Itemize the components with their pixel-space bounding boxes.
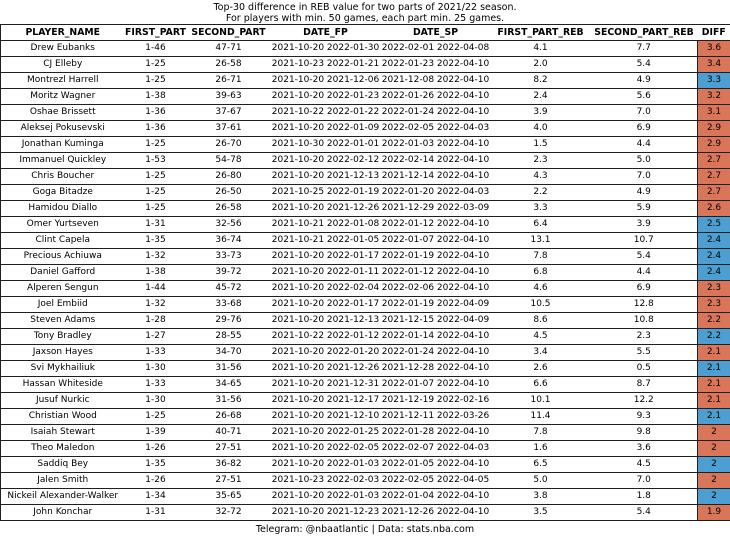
cell-second-part: 39-63 bbox=[187, 89, 271, 105]
cell-second-part-reb: 10.8 bbox=[591, 313, 698, 329]
column-header-second-part: SECOND_PART bbox=[187, 25, 271, 41]
cell-first-part: 1-35 bbox=[125, 457, 187, 473]
cell-date-fp: 2021-10-21 2022-01-05 bbox=[271, 233, 381, 249]
cell-second-part: 37-67 bbox=[187, 105, 271, 121]
cell-diff: 2.3 bbox=[698, 297, 730, 313]
cell-date-sp: 2021-12-29 2022-03-09 bbox=[381, 201, 491, 217]
cell-diff: 2 bbox=[698, 425, 730, 441]
cell-first-part: 1-28 bbox=[125, 313, 187, 329]
cell-date-sp: 2022-02-07 2022-04-03 bbox=[381, 441, 491, 457]
table-row bbox=[1, 137, 730, 153]
cell-date-fp: 2021-10-20 2021-12-23 bbox=[271, 505, 381, 521]
column-header-date-sp: DATE_SP bbox=[381, 25, 491, 41]
cell-date-fp: 2021-10-20 2022-01-17 bbox=[271, 249, 381, 265]
column-header-diff: DIFF bbox=[698, 25, 730, 41]
cell-player-name: Tony Bradley bbox=[1, 329, 125, 345]
cell-date-sp: 2022-01-05 2022-04-10 bbox=[381, 457, 491, 473]
cell-first-part-reb: 2.4 bbox=[491, 89, 591, 105]
cell-date-sp: 2022-01-07 2022-04-10 bbox=[381, 233, 491, 249]
table-row bbox=[1, 153, 730, 169]
cell-diff: 3.6 bbox=[698, 41, 730, 57]
cell-first-part-reb: 3.3 bbox=[491, 201, 591, 217]
cell-first-part: 1-25 bbox=[125, 185, 187, 201]
cell-first-part-reb: 7.8 bbox=[491, 249, 591, 265]
cell-second-part-reb: 12.8 bbox=[591, 297, 698, 313]
table-row bbox=[1, 441, 730, 457]
cell-second-part-reb: 4.5 bbox=[591, 457, 698, 473]
cell-second-part-reb: 4.9 bbox=[591, 73, 698, 89]
cell-second-part-reb: 6.9 bbox=[591, 281, 698, 297]
cell-first-part-reb: 4.6 bbox=[491, 281, 591, 297]
cell-second-part-reb: 9.8 bbox=[591, 425, 698, 441]
cell-player-name: Aleksej Pokusevski bbox=[1, 121, 125, 137]
cell-date-fp: 2021-10-20 2022-01-17 bbox=[271, 297, 381, 313]
cell-date-fp: 2021-10-22 2022-01-22 bbox=[271, 105, 381, 121]
cell-player-name: Hassan Whiteside bbox=[1, 377, 125, 393]
cell-first-part: 1-32 bbox=[125, 249, 187, 265]
cell-date-sp: 2021-12-08 2022-04-10 bbox=[381, 73, 491, 89]
cell-second-part-reb: 8.7 bbox=[591, 377, 698, 393]
cell-date-fp: 2021-10-20 2022-02-05 bbox=[271, 441, 381, 457]
cell-player-name: Christian Wood bbox=[1, 409, 125, 425]
cell-first-part-reb: 4.3 bbox=[491, 169, 591, 185]
cell-first-part-reb: 11.4 bbox=[491, 409, 591, 425]
cell-date-fp: 2021-10-20 2022-01-09 bbox=[271, 121, 381, 137]
cell-first-part-reb: 10.5 bbox=[491, 297, 591, 313]
cell-second-part: 34-65 bbox=[187, 377, 271, 393]
cell-date-fp: 2021-10-20 2021-12-31 bbox=[271, 377, 381, 393]
cell-date-sp: 2022-01-24 2022-04-10 bbox=[381, 105, 491, 121]
cell-first-part-reb: 4.5 bbox=[491, 329, 591, 345]
cell-diff: 2.7 bbox=[698, 153, 730, 169]
cell-diff: 2 bbox=[698, 489, 730, 505]
chart-title: Top-30 difference in REB value for two parts of 2021/22 season. bbox=[213, 2, 517, 13]
cell-second-part: 54-78 bbox=[187, 153, 271, 169]
cell-second-part: 26-70 bbox=[187, 137, 271, 153]
column-header-first-part-reb: FIRST_PART_REB bbox=[491, 25, 591, 41]
cell-date-fp: 2021-10-20 2022-01-30 bbox=[271, 41, 381, 57]
cell-date-sp: 2021-12-15 2022-04-09 bbox=[381, 313, 491, 329]
cell-second-part: 26-50 bbox=[187, 185, 271, 201]
cell-diff: 2.9 bbox=[698, 121, 730, 137]
cell-second-part-reb: 10.7 bbox=[591, 233, 698, 249]
cell-first-part-reb: 3.8 bbox=[491, 489, 591, 505]
cell-player-name: Svi Mykhailiuk bbox=[1, 361, 125, 377]
cell-second-part-reb: 5.5 bbox=[591, 345, 698, 361]
table-row bbox=[1, 217, 730, 233]
cell-first-part-reb: 3.9 bbox=[491, 105, 591, 121]
cell-second-part: 31-56 bbox=[187, 361, 271, 377]
cell-second-part: 40-71 bbox=[187, 425, 271, 441]
cell-first-part-reb: 7.8 bbox=[491, 425, 591, 441]
cell-date-sp: 2022-01-23 2022-04-10 bbox=[381, 57, 491, 73]
cell-first-part-reb: 4.0 bbox=[491, 121, 591, 137]
cell-date-sp: 2022-01-12 2022-04-10 bbox=[381, 265, 491, 281]
cell-diff: 2.1 bbox=[698, 377, 730, 393]
table-row bbox=[1, 233, 730, 249]
footer-credit: Telegram: @nbaatlantic | Data: stats.nba.com bbox=[255, 524, 475, 535]
cell-first-part-reb: 10.1 bbox=[491, 393, 591, 409]
cell-date-fp: 2021-10-30 2022-01-01 bbox=[271, 137, 381, 153]
cell-date-fp: 2021-10-20 2022-01-20 bbox=[271, 345, 381, 361]
cell-second-part: 32-56 bbox=[187, 217, 271, 233]
cell-diff: 2.1 bbox=[698, 361, 730, 377]
cell-second-part-reb: 9.3 bbox=[591, 409, 698, 425]
cell-date-sp: 2022-01-03 2022-04-10 bbox=[381, 137, 491, 153]
cell-diff: 2.1 bbox=[698, 409, 730, 425]
cell-diff: 2.2 bbox=[698, 313, 730, 329]
cell-first-part: 1-32 bbox=[125, 297, 187, 313]
table-header-row bbox=[1, 25, 730, 41]
table-row bbox=[1, 393, 730, 409]
cell-date-sp: 2022-01-28 2022-04-10 bbox=[381, 425, 491, 441]
cell-first-part: 1-44 bbox=[125, 281, 187, 297]
column-header-date-fp: DATE_FP bbox=[271, 25, 381, 41]
cell-second-part-reb: 1.8 bbox=[591, 489, 698, 505]
cell-second-part-reb: 5.4 bbox=[591, 505, 698, 521]
cell-first-part-reb: 2.2 bbox=[491, 185, 591, 201]
cell-second-part-reb: 5.4 bbox=[591, 249, 698, 265]
cell-date-sp: 2021-12-19 2022-02-16 bbox=[381, 393, 491, 409]
cell-player-name: John Konchar bbox=[1, 505, 125, 521]
cell-diff: 2 bbox=[698, 457, 730, 473]
cell-diff: 3.3 bbox=[698, 73, 730, 89]
cell-player-name: Saddiq Bey bbox=[1, 457, 125, 473]
cell-date-fp: 2021-10-20 2021-12-17 bbox=[271, 393, 381, 409]
cell-first-part-reb: 1.6 bbox=[491, 441, 591, 457]
cell-date-fp: 2021-10-20 2022-01-03 bbox=[271, 457, 381, 473]
title-block bbox=[0, 0, 730, 24]
cell-second-part-reb: 0.5 bbox=[591, 361, 698, 377]
cell-second-part-reb: 4.4 bbox=[591, 137, 698, 153]
table-row bbox=[1, 297, 730, 313]
cell-second-part-reb: 7.0 bbox=[591, 105, 698, 121]
table-row bbox=[1, 425, 730, 441]
cell-date-sp: 2022-01-19 2022-04-10 bbox=[381, 249, 491, 265]
cell-first-part-reb: 5.0 bbox=[491, 473, 591, 489]
cell-second-part: 26-80 bbox=[187, 169, 271, 185]
cell-second-part: 36-74 bbox=[187, 233, 271, 249]
cell-second-part: 27-51 bbox=[187, 473, 271, 489]
cell-date-sp: 2022-01-14 2022-04-10 bbox=[381, 329, 491, 345]
cell-date-fp: 2021-10-20 2022-02-12 bbox=[271, 153, 381, 169]
table-row bbox=[1, 489, 730, 505]
cell-date-fp: 2021-10-20 2022-01-11 bbox=[271, 265, 381, 281]
cell-second-part: 26-71 bbox=[187, 73, 271, 89]
cell-second-part-reb: 5.0 bbox=[591, 153, 698, 169]
cell-second-part-reb: 5.4 bbox=[591, 57, 698, 73]
cell-player-name: Theo Maledon bbox=[1, 441, 125, 457]
cell-player-name: Moritz Wagner bbox=[1, 89, 125, 105]
cell-player-name: Precious Achiuwa bbox=[1, 249, 125, 265]
cell-first-part-reb: 2.0 bbox=[491, 57, 591, 73]
cell-first-part: 1-25 bbox=[125, 73, 187, 89]
cell-player-name: Immanuel Quickley bbox=[1, 153, 125, 169]
cell-date-sp: 2022-01-19 2022-04-09 bbox=[381, 297, 491, 313]
cell-diff: 2.4 bbox=[698, 233, 730, 249]
cell-second-part: 26-68 bbox=[187, 409, 271, 425]
cell-second-part-reb: 5.6 bbox=[591, 89, 698, 105]
cell-first-part: 1-25 bbox=[125, 169, 187, 185]
cell-second-part-reb: 3.9 bbox=[591, 217, 698, 233]
cell-second-part: 39-72 bbox=[187, 265, 271, 281]
cell-first-part-reb: 1.5 bbox=[491, 137, 591, 153]
cell-player-name: Nickeil Alexander-Walker bbox=[1, 489, 125, 505]
table-row bbox=[1, 329, 730, 345]
cell-first-part: 1-25 bbox=[125, 137, 187, 153]
cell-date-sp: 2022-02-05 2022-04-03 bbox=[381, 121, 491, 137]
cell-date-sp: 2022-02-01 2022-04-08 bbox=[381, 41, 491, 57]
cell-first-part: 1-27 bbox=[125, 329, 187, 345]
cell-date-sp: 2021-12-11 2022-03-26 bbox=[381, 409, 491, 425]
cell-player-name: Alperen Sengun bbox=[1, 281, 125, 297]
cell-second-part: 35-65 bbox=[187, 489, 271, 505]
cell-first-part: 1-31 bbox=[125, 217, 187, 233]
cell-diff: 3.2 bbox=[698, 89, 730, 105]
table-row bbox=[1, 89, 730, 105]
cell-second-part: 26-58 bbox=[187, 57, 271, 73]
cell-first-part-reb: 3.5 bbox=[491, 505, 591, 521]
cell-second-part: 33-68 bbox=[187, 297, 271, 313]
cell-diff: 2.1 bbox=[698, 393, 730, 409]
table-row bbox=[1, 249, 730, 265]
cell-player-name: Isaiah Stewart bbox=[1, 425, 125, 441]
cell-player-name: Hamidou Diallo bbox=[1, 201, 125, 217]
cell-player-name: Jusuf Nurkic bbox=[1, 393, 125, 409]
cell-second-part-reb: 4.9 bbox=[591, 185, 698, 201]
cell-diff: 1.9 bbox=[698, 505, 730, 521]
cell-first-part: 1-31 bbox=[125, 505, 187, 521]
cell-second-part: 26-58 bbox=[187, 201, 271, 217]
cell-diff: 2 bbox=[698, 441, 730, 457]
cell-date-fp: 2021-10-23 2022-02-03 bbox=[271, 473, 381, 489]
cell-second-part: 33-73 bbox=[187, 249, 271, 265]
cell-date-fp: 2021-10-20 2021-12-13 bbox=[271, 313, 381, 329]
cell-diff: 2 bbox=[698, 473, 730, 489]
cell-second-part-reb: 7.7 bbox=[591, 41, 698, 57]
cell-second-part: 47-71 bbox=[187, 41, 271, 57]
cell-second-part-reb: 12.2 bbox=[591, 393, 698, 409]
stats-table bbox=[0, 24, 730, 521]
cell-diff: 2.4 bbox=[698, 265, 730, 281]
table-row bbox=[1, 121, 730, 137]
cell-date-fp: 2021-10-21 2022-01-08 bbox=[271, 217, 381, 233]
cell-first-part-reb: 4.1 bbox=[491, 41, 591, 57]
cell-second-part-reb: 7.0 bbox=[591, 169, 698, 185]
table-row bbox=[1, 57, 730, 73]
table-row bbox=[1, 505, 730, 521]
cell-diff: 2.6 bbox=[698, 201, 730, 217]
cell-date-sp: 2022-01-12 2022-04-10 bbox=[381, 217, 491, 233]
column-header-player-name: PLAYER_NAME bbox=[1, 25, 125, 41]
cell-first-part-reb: 6.5 bbox=[491, 457, 591, 473]
cell-second-part: 29-76 bbox=[187, 313, 271, 329]
cell-first-part-reb: 2.3 bbox=[491, 153, 591, 169]
cell-first-part-reb: 3.4 bbox=[491, 345, 591, 361]
cell-date-fp: 2021-10-20 2021-12-10 bbox=[271, 409, 381, 425]
cell-date-sp: 2021-12-26 2022-04-10 bbox=[381, 505, 491, 521]
cell-player-name: Steven Adams bbox=[1, 313, 125, 329]
cell-first-part: 1-36 bbox=[125, 105, 187, 121]
cell-date-fp: 2021-10-20 2022-01-03 bbox=[271, 489, 381, 505]
table-row bbox=[1, 73, 730, 89]
cell-second-part-reb: 7.0 bbox=[591, 473, 698, 489]
cell-first-part: 1-30 bbox=[125, 393, 187, 409]
cell-diff: 2.9 bbox=[698, 137, 730, 153]
cell-player-name: Joel Embiid bbox=[1, 297, 125, 313]
cell-first-part-reb: 6.8 bbox=[491, 265, 591, 281]
table-row bbox=[1, 169, 730, 185]
cell-first-part: 1-25 bbox=[125, 409, 187, 425]
table-row bbox=[1, 313, 730, 329]
cell-first-part-reb: 2.6 bbox=[491, 361, 591, 377]
cell-date-fp: 2021-10-20 2022-01-25 bbox=[271, 425, 381, 441]
cell-second-part: 32-72 bbox=[187, 505, 271, 521]
cell-first-part-reb: 6.6 bbox=[491, 377, 591, 393]
table-row bbox=[1, 185, 730, 201]
cell-player-name: Omer Yurtseven bbox=[1, 217, 125, 233]
cell-second-part-reb: 5.9 bbox=[591, 201, 698, 217]
cell-player-name: Drew Eubanks bbox=[1, 41, 125, 57]
cell-diff: 2.7 bbox=[698, 169, 730, 185]
cell-player-name: Montrezl Harrell bbox=[1, 73, 125, 89]
cell-date-sp: 2022-01-04 2022-04-10 bbox=[381, 489, 491, 505]
cell-first-part-reb: 8.2 bbox=[491, 73, 591, 89]
table-row bbox=[1, 473, 730, 489]
cell-diff: 3.4 bbox=[698, 57, 730, 73]
cell-date-fp: 2021-10-25 2022-01-19 bbox=[271, 185, 381, 201]
table-row bbox=[1, 361, 730, 377]
cell-date-fp: 2021-10-20 2021-12-13 bbox=[271, 169, 381, 185]
cell-date-sp: 2021-12-28 2022-04-10 bbox=[381, 361, 491, 377]
cell-first-part: 1-35 bbox=[125, 233, 187, 249]
cell-player-name: Jalen Smith bbox=[1, 473, 125, 489]
cell-first-part: 1-25 bbox=[125, 57, 187, 73]
cell-date-sp: 2021-12-14 2022-04-10 bbox=[381, 169, 491, 185]
cell-first-part: 1-38 bbox=[125, 265, 187, 281]
table-row bbox=[1, 265, 730, 281]
cell-diff: 2.3 bbox=[698, 281, 730, 297]
cell-first-part: 1-38 bbox=[125, 89, 187, 105]
cell-second-part: 31-56 bbox=[187, 393, 271, 409]
cell-second-part-reb: 2.3 bbox=[591, 329, 698, 345]
cell-date-fp: 2021-10-22 2022-01-12 bbox=[271, 329, 381, 345]
cell-player-name: Goga Bitadze bbox=[1, 185, 125, 201]
cell-first-part: 1-33 bbox=[125, 377, 187, 393]
cell-first-part: 1-26 bbox=[125, 441, 187, 457]
cell-player-name: Oshae Brissett bbox=[1, 105, 125, 121]
table-row bbox=[1, 201, 730, 217]
cell-player-name: Jaxson Hayes bbox=[1, 345, 125, 361]
cell-first-part: 1-25 bbox=[125, 201, 187, 217]
cell-second-part-reb: 4.4 bbox=[591, 265, 698, 281]
cell-date-sp: 2022-02-06 2022-04-10 bbox=[381, 281, 491, 297]
cell-date-fp: 2021-10-20 2021-12-06 bbox=[271, 73, 381, 89]
cell-date-sp: 2022-02-14 2022-04-10 bbox=[381, 153, 491, 169]
cell-diff: 2.7 bbox=[698, 185, 730, 201]
cell-second-part-reb: 6.9 bbox=[591, 121, 698, 137]
cell-first-part: 1-34 bbox=[125, 489, 187, 505]
chart-subtitle: For players with min. 50 games, each part min. 25 games. bbox=[225, 12, 505, 24]
table-row bbox=[1, 105, 730, 121]
cell-second-part: 36-82 bbox=[187, 457, 271, 473]
cell-diff: 2.1 bbox=[698, 345, 730, 361]
table-row bbox=[1, 409, 730, 425]
cell-second-part: 27-51 bbox=[187, 441, 271, 457]
cell-first-part-reb: 13.1 bbox=[491, 233, 591, 249]
cell-date-fp: 2021-10-20 2022-01-23 bbox=[271, 89, 381, 105]
cell-date-fp: 2021-10-20 2021-12-26 bbox=[271, 201, 381, 217]
table-row bbox=[1, 345, 730, 361]
cell-diff: 2.4 bbox=[698, 249, 730, 265]
cell-date-sp: 2022-01-26 2022-04-10 bbox=[381, 89, 491, 105]
column-header-first-part: FIRST_PART bbox=[125, 25, 187, 41]
cell-first-part: 1-33 bbox=[125, 345, 187, 361]
table-row bbox=[1, 281, 730, 297]
cell-player-name: Jonathan Kuminga bbox=[1, 137, 125, 153]
cell-date-fp: 2021-10-20 2022-02-04 bbox=[271, 281, 381, 297]
cell-first-part: 1-53 bbox=[125, 153, 187, 169]
cell-date-fp: 2021-10-23 2022-01-21 bbox=[271, 57, 381, 73]
cell-player-name: Daniel Gafford bbox=[1, 265, 125, 281]
cell-date-sp: 2022-01-07 2022-04-10 bbox=[381, 377, 491, 393]
cell-date-sp: 2022-01-24 2022-04-10 bbox=[381, 345, 491, 361]
cell-first-part: 1-46 bbox=[125, 41, 187, 57]
column-header-second-part-reb: SECOND_PART_REB bbox=[591, 25, 698, 41]
cell-first-part-reb: 6.4 bbox=[491, 217, 591, 233]
cell-player-name: CJ Elleby bbox=[1, 57, 125, 73]
cell-diff: 2.2 bbox=[698, 329, 730, 345]
cell-second-part-reb: 3.6 bbox=[591, 441, 698, 457]
cell-first-part: 1-26 bbox=[125, 473, 187, 489]
cell-diff: 3.1 bbox=[698, 105, 730, 121]
cell-player-name: Chris Boucher bbox=[1, 169, 125, 185]
cell-second-part: 28-55 bbox=[187, 329, 271, 345]
cell-first-part-reb: 8.6 bbox=[491, 313, 591, 329]
cell-second-part: 37-61 bbox=[187, 121, 271, 137]
table-row bbox=[1, 457, 730, 473]
cell-first-part: 1-30 bbox=[125, 361, 187, 377]
cell-date-sp: 2022-01-20 2022-04-03 bbox=[381, 185, 491, 201]
cell-date-fp: 2021-10-20 2021-12-26 bbox=[271, 361, 381, 377]
table-row bbox=[1, 41, 730, 57]
cell-second-part: 34-70 bbox=[187, 345, 271, 361]
cell-first-part: 1-36 bbox=[125, 121, 187, 137]
table-row bbox=[1, 377, 730, 393]
cell-second-part: 45-72 bbox=[187, 281, 271, 297]
cell-player-name: Clint Capela bbox=[1, 233, 125, 249]
cell-diff: 2.5 bbox=[698, 217, 730, 233]
cell-date-sp: 2022-02-05 2022-04-05 bbox=[381, 473, 491, 489]
cell-first-part: 1-39 bbox=[125, 425, 187, 441]
